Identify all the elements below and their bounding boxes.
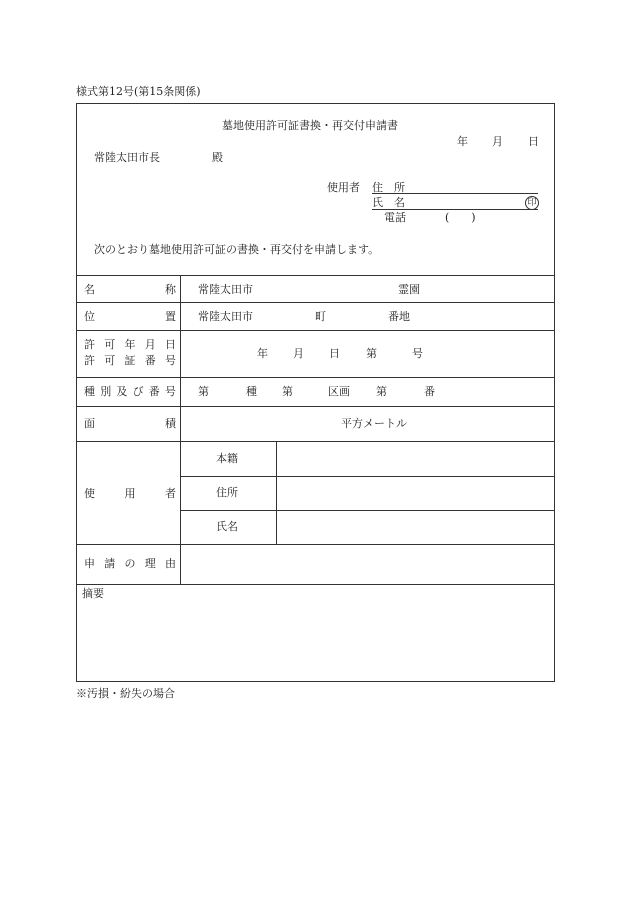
date-year: 年	[457, 135, 468, 148]
kind-value-4: 区画	[328, 385, 350, 398]
user-field-divider	[276, 441, 277, 544]
table-top-rule	[76, 275, 555, 276]
location-row-lot: 番地	[388, 310, 410, 323]
kind-value-1: 第	[198, 385, 209, 398]
user-field-domicile: 本籍	[216, 452, 238, 465]
user-field-address: 住所	[216, 486, 238, 499]
permit-month: 月	[293, 347, 304, 360]
address-label: 住 所	[372, 181, 405, 194]
phone-parens: ( )	[445, 211, 476, 224]
remarks-label: 摘要	[82, 587, 104, 600]
applicant-label: 使用者	[327, 181, 360, 194]
permit-number-label: 許 可 証 番 号	[84, 354, 176, 367]
user-row-divider	[180, 476, 555, 477]
row-divider	[76, 330, 555, 331]
row-divider	[76, 406, 555, 407]
user-row-divider	[180, 510, 555, 511]
permit-no-prefix: 第	[366, 347, 377, 360]
permit-year: 年	[257, 347, 268, 360]
row-divider	[76, 584, 555, 585]
location-row-label: 位 置	[84, 310, 176, 323]
permit-day: 日	[329, 347, 340, 360]
reason-row-label: 申 請 の 理 由	[84, 557, 176, 570]
name-row-suffix: 霊園	[398, 283, 420, 296]
seal-mark: 印	[525, 196, 539, 210]
area-row-label: 面 積	[84, 417, 176, 430]
addressee-name: 常陸太田市長	[94, 151, 160, 164]
form-number: 様式第12号(第15条関係)	[76, 85, 201, 98]
kind-value-5: 第	[376, 385, 387, 398]
name-label: 氏 名	[372, 196, 405, 209]
addressee-honorific: 殿	[212, 151, 223, 164]
row-divider	[76, 441, 555, 442]
name-row-city: 常陸太田市	[198, 283, 253, 296]
name-line	[372, 209, 538, 210]
kind-value-6: 番	[424, 385, 435, 398]
date-day: 日	[528, 135, 539, 148]
row-divider	[76, 544, 555, 545]
user-field-name: 氏名	[216, 520, 238, 533]
footnote: ※汚損・紛失の場合	[76, 687, 175, 700]
label-column-divider	[180, 275, 181, 584]
kind-value-2: 種	[246, 385, 257, 398]
permit-date-label: 許 可 年 月 日	[84, 338, 176, 351]
address-line	[372, 193, 538, 194]
row-divider	[76, 302, 555, 303]
date-month: 月	[492, 135, 503, 148]
intro-text: 次のとおり墓地使用許可証の書換・再交付を申請します。	[94, 243, 380, 256]
area-unit: 平方メートル	[341, 417, 407, 430]
phone-label: 電話	[384, 211, 406, 224]
name-row-label: 名 称	[84, 283, 176, 296]
kind-row-label: 種 別 及 び 番 号	[84, 385, 176, 398]
location-row-town: 町	[315, 310, 326, 323]
kind-value-3: 第	[282, 385, 293, 398]
user-row-label: 使 用 者	[84, 487, 176, 500]
form-title: 墓地使用許可証書換・再交付申請書	[222, 119, 398, 132]
location-row-city: 常陸太田市	[198, 310, 253, 323]
row-divider	[76, 377, 555, 378]
permit-no-suffix: 号	[412, 347, 423, 360]
